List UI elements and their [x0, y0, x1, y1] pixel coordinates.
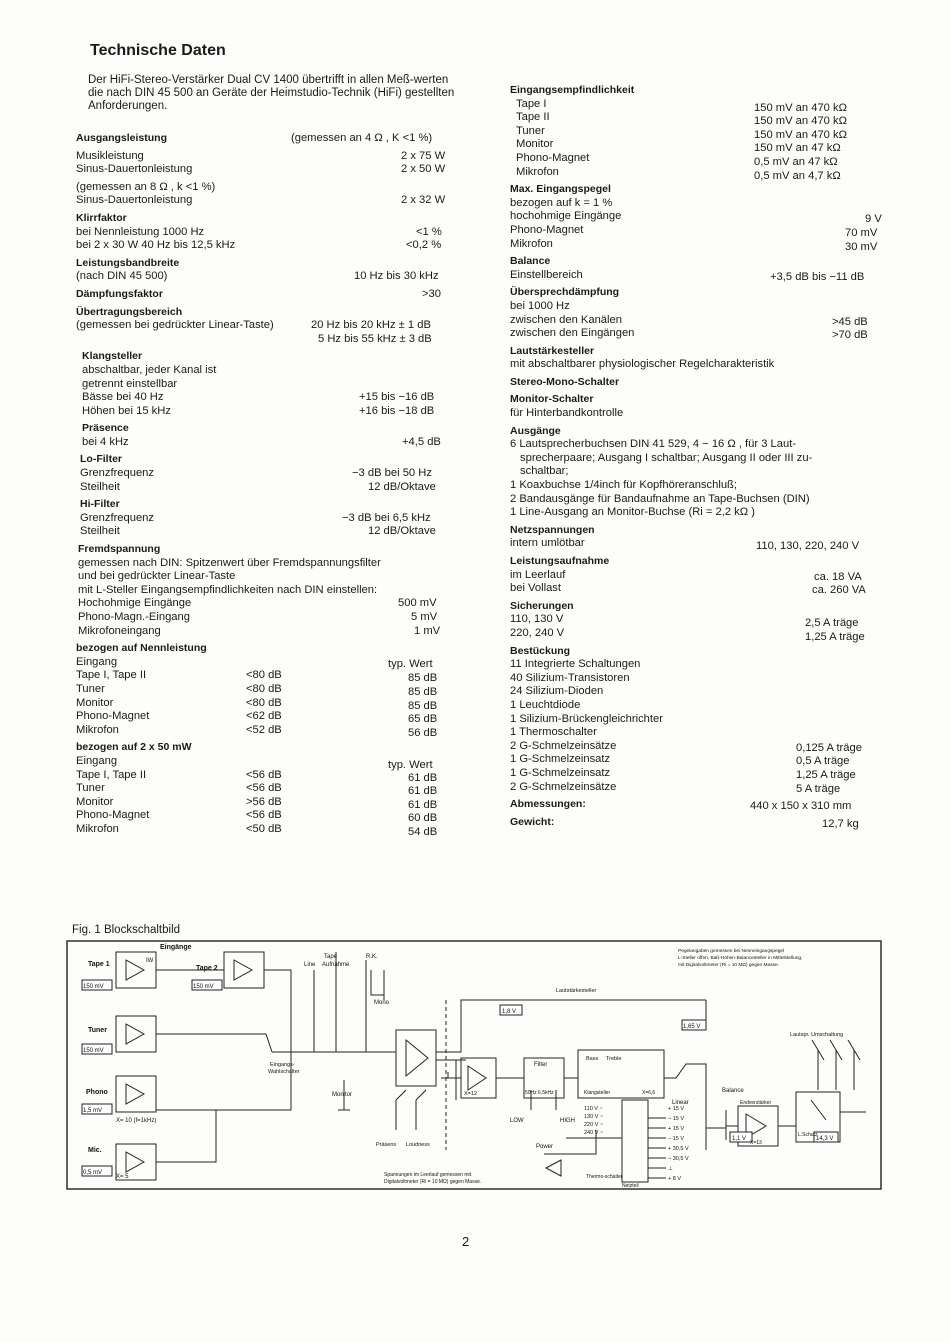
- spec-label: sprecherpaare; Ausgang I schaltbar; Ausgang II oder III zu-: [520, 451, 813, 464]
- spec-heading: Hi-Filter: [80, 498, 120, 511]
- spec-label: Tape II: [516, 111, 550, 124]
- spec-value: 150 mV an 47 kΩ: [754, 142, 841, 155]
- spec-value: <0,2 %: [406, 239, 442, 252]
- diagram-label-x10: X= 10 (f=1kHz): [116, 1118, 157, 1124]
- spec-heading: Netzspannungen: [510, 523, 595, 536]
- spec-heading: Max. Eingangspegel: [510, 183, 611, 196]
- diagram-label-tape1: Tape 1: [88, 961, 110, 968]
- table-row: [510, 672, 890, 686]
- spec-heading: bezogen auf 2 x 50 mW: [76, 741, 192, 754]
- block-diagram: [66, 940, 882, 1190]
- diagram-label-18v: 1,8 V: [502, 1009, 517, 1015]
- spec-value: 5 mV: [411, 611, 438, 623]
- table-row: [510, 781, 890, 795]
- spec-label: Phono-Magn.-Eingang: [78, 611, 190, 623]
- spec-value: 0,5 A träge: [796, 755, 850, 768]
- spec-condition: (gemessen an 4 Ω , K <1 %): [291, 132, 433, 144]
- spec-label: Eingang: [76, 754, 118, 767]
- spec-value: 440 x 150 x 310 mm: [750, 800, 852, 813]
- spec-label: 1 G-Schmelzeinsatz: [510, 753, 611, 766]
- diagram-label-loudness: Loudness: [406, 1142, 430, 1148]
- spec-label: gemessen nach DIN: Spitzenwert über Fremdspannungsfilter: [78, 556, 381, 569]
- table-row: [76, 697, 456, 711]
- spec-label: 2 G-Schmelzeinsätze: [510, 739, 617, 752]
- table-cell-limit: <56 dB: [246, 768, 282, 781]
- diagram-label-lautsprecher: Lautspr. Umschaltung: [790, 1032, 844, 1038]
- diagram-label-netz: 240 V ~: [584, 1130, 604, 1136]
- diagram-label-klangsteller: Klangsteller: [584, 1090, 611, 1096]
- spec-label: (gemessen bei gedrückter Linear-Taste): [76, 319, 274, 332]
- spec-condition: (gemessen an 8 Ω , k <1 %): [76, 180, 216, 193]
- noise-table-nennleistung: [76, 669, 456, 737]
- diagram-label-netz: 220 V ~: [584, 1122, 604, 1128]
- spec-value: >45 dB: [832, 315, 868, 328]
- spec-value: 9 V: [865, 213, 882, 226]
- diagram-label-endverstaerker: Endverstärker: [740, 1100, 772, 1106]
- spec-label: schaltbar;: [520, 465, 569, 478]
- table-row: [510, 658, 890, 672]
- table-cell-typical: 85 dB: [408, 699, 438, 712]
- spec-label: 6 Lautsprecherbuchsen DIN 41 529, 4 − 16 Ω , für 3 Laut-: [510, 438, 797, 451]
- intro-paragraph: Der HiFi-Stereo-Verstärker Dual CV 1400 übertrifft in allen Meß-werten die nach DIN 45 500 an Geräte der Heimstudio-Technik (HiFi) gestellten Anforderungen.: [88, 74, 455, 112]
- spec-heading: Lautstärkesteller: [510, 344, 595, 357]
- spec-value: 500 mV: [398, 597, 437, 610]
- diagram-label-11v: 1,1 V: [732, 1136, 747, 1142]
- spec-label: und bei gedrückter Linear-Taste: [78, 570, 236, 583]
- spec-label: Steilheit: [80, 480, 120, 493]
- diagram-label-power: Power: [536, 1144, 554, 1150]
- spec-label: Sinus-Dauertonleistung: [76, 194, 193, 207]
- spec-value: 30 mV: [845, 240, 878, 253]
- table-cell-typical: 85 dB: [408, 672, 438, 685]
- table-cell-input: Mikrofon: [76, 723, 119, 736]
- diagram-label-rail: − 15 V: [668, 1116, 685, 1122]
- spec-label: mit L-Steller Eingangsempfindlichkeiten nach DIN einstellen:: [78, 583, 378, 596]
- spec-value: 2 x 50 W: [401, 163, 446, 176]
- diagram-label-x5: X= 5: [116, 1174, 129, 1180]
- spec-label: 220, 240 V: [510, 626, 565, 639]
- spec-heading: Ausgänge: [510, 424, 561, 437]
- spec-value: 150 mV an 470 kΩ: [754, 101, 847, 114]
- diagram-label-praesens: Präsens: [376, 1142, 397, 1148]
- spec-label: 1 Leuchtdiode: [510, 698, 581, 711]
- spec-label: Einstellbereich: [510, 268, 583, 281]
- page-title: Technische Daten: [90, 42, 226, 59]
- spec-label: 40 Silizium-Transistoren: [510, 671, 630, 684]
- spec-value: 1,25 A träge: [796, 768, 856, 781]
- diagram-label-mono: Mono: [374, 1000, 390, 1006]
- diagram-label-x13: X=13: [750, 1140, 762, 1146]
- table-cell-limit: <80 dB: [246, 682, 282, 695]
- table-row: [76, 796, 456, 810]
- table-row: [76, 683, 456, 697]
- spec-label: bei 2 x 30 W 40 Hz bis 12,5 kHz: [76, 239, 236, 252]
- spec-heading: Stereo-Mono-Schalter: [510, 375, 620, 388]
- table-row: [510, 138, 890, 155]
- diagram-label-tuner: Tuner: [88, 1027, 107, 1034]
- spec-value: 1 mV: [414, 624, 441, 637]
- spec-label: 1 Line-Ausgang an Monitor-Buchse (Ri = 2,2 kΩ ): [510, 506, 755, 519]
- spec-value: +16 bis −18 dB: [359, 404, 435, 417]
- spec-heading: Monitor-Schalter: [510, 393, 594, 406]
- spec-label: Sinus-Dauertonleistung: [76, 163, 193, 176]
- table-cell-typical: 61 dB: [408, 798, 438, 811]
- table-cell-limit: <56 dB: [246, 809, 282, 822]
- diagram-label-linear: Linear: [672, 1100, 689, 1106]
- spec-heading: Balance: [510, 255, 551, 268]
- spec-value: −3 dB bei 6,5 kHz: [342, 511, 431, 524]
- spec-label: Musikleistung: [76, 149, 144, 162]
- table-row: [510, 713, 890, 727]
- spec-heading: Abmessungen:: [510, 798, 586, 811]
- diagram-label-filter: Filter: [534, 1062, 548, 1068]
- spec-label: abschaltbar, jeder Kanal ist: [82, 363, 217, 376]
- spec-label: 2 Bandausgänge für Bandaufnahme an Tape-Buchsen (DIN): [510, 492, 810, 505]
- table-cell-limit: <62 dB: [246, 710, 282, 723]
- spec-value: 150 mV an 470 kΩ: [754, 128, 847, 141]
- table-row: [510, 726, 890, 740]
- diagram-label-aufnahme: Aufnahme: [322, 962, 350, 968]
- spec-value: 20 Hz bis 20 kHz ± 1 dB: [311, 319, 431, 332]
- table-cell-input: Mikrofon: [76, 822, 119, 835]
- diagram-label-150mv: 150 mV: [83, 984, 104, 990]
- spec-label: 1 G-Schmelzeinsatz: [510, 766, 611, 779]
- table-row: [76, 669, 456, 683]
- spec-value: +4,5 dB: [402, 435, 441, 448]
- diagram-label-165v: 1,65 V: [683, 1024, 701, 1030]
- table-cell-typical: 61 dB: [408, 771, 438, 784]
- diagram-label-mic: Mic.: [88, 1147, 102, 1154]
- spec-label: im Leerlauf: [510, 568, 566, 581]
- diagram-label-150mv: 150 mV: [83, 1048, 104, 1054]
- spec-label: 1 Koaxbuchse 1/4inch für Kopfhöreranschluß;: [510, 479, 737, 492]
- spec-label: 24 Silizium-Dioden: [510, 685, 604, 698]
- table-row: [510, 685, 890, 699]
- diagram-label-15mv: 1,5 mV: [83, 1108, 103, 1114]
- buffer-amp-block: [396, 1030, 436, 1086]
- spec-label: Tape I: [516, 97, 547, 110]
- spec-value: 5 A träge: [796, 782, 841, 795]
- table-row: [510, 699, 890, 713]
- spec-label: 110, 130 V: [510, 613, 564, 626]
- spec-label: Phono-Magnet: [510, 223, 584, 236]
- spec-label: 1 Thermoschalter: [510, 726, 597, 739]
- spec-label: für Hinterbandkontrolle: [510, 407, 624, 420]
- spec-value: <1 %: [416, 225, 442, 238]
- spec-value: +3,5 dB bis −11 dB: [770, 270, 865, 283]
- diagram-label-x12: X=12: [464, 1091, 477, 1097]
- spec-value: 0,5 mV an 47 kΩ: [754, 155, 838, 168]
- spec-value: 2 x 32 W: [401, 194, 446, 207]
- spec-value: 1,25 A träge: [805, 630, 865, 643]
- table-row: [510, 125, 890, 139]
- spec-heading: bezogen auf Nennleistung: [76, 642, 207, 655]
- spec-value: 2 x 75 W: [401, 149, 446, 162]
- table-row: [76, 809, 456, 823]
- diagram-label-rail: ⊥: [668, 1166, 673, 1172]
- spec-heading: Bestückung: [510, 644, 571, 657]
- diagram-label-netz: 110 V ~: [584, 1106, 603, 1112]
- spec-value: >70 dB: [832, 329, 868, 342]
- spec-heading: Präsence: [82, 422, 129, 435]
- spec-value: 110, 130, 220, 240 V: [756, 540, 860, 553]
- spec-heading: Übertragungsbereich: [76, 305, 183, 318]
- diagram-label-bass: Bass: [586, 1056, 599, 1062]
- spec-heading: Leistungsaufnahme: [510, 555, 610, 567]
- spec-heading: Sicherungen: [510, 599, 574, 612]
- spec-value: −3 dB bei 50 Hz: [352, 467, 432, 480]
- spec-label: Monitor: [516, 138, 554, 151]
- table-cell-typical: 54 dB: [408, 825, 438, 838]
- spec-value: 10 Hz bis 30 kHz: [354, 270, 439, 283]
- spec-label: Phono-Magnet: [516, 151, 590, 164]
- diagram-label-phono: Phono: [86, 1089, 108, 1096]
- spec-label: Steilheit: [80, 525, 120, 538]
- table-row: [510, 740, 890, 754]
- diagram-label-rail: + 15 V: [668, 1106, 685, 1112]
- diagram-label-line: Line: [304, 962, 316, 968]
- diagram-label-tape2: Tape 2: [196, 965, 218, 972]
- typ-header: typ. Wert: [388, 657, 433, 670]
- diagram-label-iw: IW: [146, 958, 154, 964]
- table-cell-limit: <80 dB: [246, 696, 282, 709]
- spec-label: bei Vollast: [510, 582, 561, 595]
- spec-label: 1 Silizium-Brückengleichrichter: [510, 712, 663, 725]
- table-row: [510, 753, 890, 767]
- components-list: [510, 658, 890, 794]
- spec-value: 2,5 A träge: [805, 617, 859, 630]
- spec-heading: Gewicht:: [510, 815, 555, 828]
- diagram-label-wahl2: Wahlschalter: [268, 1069, 300, 1075]
- spec-label: zwischen den Eingängen: [510, 327, 635, 340]
- diagram-label-rail: + 15 V: [668, 1126, 685, 1132]
- spec-value: >30: [422, 287, 441, 300]
- table-cell-typical: 85 dB: [408, 685, 438, 698]
- spec-label: Hochohmige Eingänge: [78, 597, 192, 610]
- spec-heading: Klirrfaktor: [76, 211, 127, 224]
- diagram-note-1: Spannungen im Leerlauf gemessen mit: [384, 1172, 471, 1178]
- diagram-label-wahl1: Eingangs-: [270, 1062, 295, 1068]
- spec-heading: Eingangsempfindlichkeit: [510, 84, 635, 96]
- spec-label: getrennt einstellbar: [82, 377, 178, 390]
- diagram-label-rail: − 30,5 V: [668, 1156, 689, 1162]
- sensitivity-list: [510, 98, 890, 180]
- diagram-label-rk: R.K.: [366, 954, 378, 960]
- spec-label: Mikrofoneingang: [78, 624, 161, 637]
- spec-value: 12,7 kg: [822, 817, 859, 830]
- spec-heading: Übersprechdämpfung: [510, 286, 620, 299]
- spec-heading: Lo-Filter: [80, 453, 122, 466]
- diagram-label-tape: Tape: [324, 954, 338, 960]
- spec-heading: Ausgangsleistung: [76, 132, 168, 144]
- spec-value: 150 mV an 470 kΩ: [754, 115, 847, 128]
- spec-value: 70 mV: [845, 226, 878, 239]
- table-row: [510, 152, 890, 166]
- right-spec-column: [510, 84, 890, 829]
- spec-heading: Fremdspannung: [78, 543, 161, 556]
- spec-label: Grenzfrequenz: [80, 467, 155, 480]
- spec-value: ca. 260 VA: [812, 584, 866, 597]
- table-cell-typical: 61 dB: [408, 785, 438, 798]
- spec-label: Tuner: [516, 124, 545, 137]
- diagram-label-thermo: Thermo-schalter: [586, 1174, 623, 1180]
- diagram-label-rail: + 8 V: [668, 1176, 681, 1182]
- spec-label: mit abschaltbarer physiologischer Regelcharakteristik: [510, 358, 775, 371]
- diagram-label-lschutz: L.Schutz: [798, 1132, 818, 1138]
- table-cell-input: Phono-Magnet: [76, 710, 150, 723]
- spec-label: Grenzfrequenz: [80, 511, 155, 524]
- spec-label: Bässe bei 40 Hz: [82, 391, 164, 404]
- table-cell-typical: 60 dB: [408, 812, 438, 825]
- diagram-label-netz: 130 V ~: [584, 1114, 604, 1120]
- table-cell-input: Tape I, Tape II: [76, 669, 147, 682]
- spec-label: bei 1000 Hz: [510, 299, 570, 312]
- spec-heading: Leistungsbandbreite: [76, 256, 180, 269]
- spec-label: bezogen auf k = 1 %: [510, 196, 613, 209]
- table-row: [510, 767, 890, 781]
- diagram-label-fhz: 50Hz 6,5kHz: [525, 1090, 554, 1096]
- diagram-label-lautstaerkesteller: Lautstärkesteller: [556, 988, 597, 994]
- diagram-label-rail: + 30,5 V: [668, 1146, 689, 1152]
- table-cell-limit: <80 dB: [246, 669, 282, 682]
- table-row: [510, 98, 890, 112]
- spec-label: bei 4 kHz: [82, 435, 129, 448]
- diagram-pegel-1: Pegelangaben gemessen bei Nenneingangspegel: [678, 949, 785, 954]
- table-row: [510, 166, 890, 180]
- table-cell-limit: <52 dB: [246, 723, 282, 736]
- diagram-label-monitor: Monitor: [332, 1092, 353, 1098]
- table-row: [510, 111, 890, 128]
- diagram-pegel-2: L-Steller offen, Baß-Höhen-Balancesteller in Mittelstellung,: [678, 956, 803, 961]
- table-row: [76, 710, 456, 724]
- power-supply-block: [622, 1100, 648, 1182]
- spec-value: 0,125 A träge: [796, 741, 862, 754]
- diagram-label-balance: Balance: [722, 1088, 744, 1094]
- tuner-block: [116, 1016, 156, 1052]
- table-cell-limit: <50 dB: [246, 822, 282, 835]
- spec-value: 0,5 mV an 4,7 kΩ: [754, 169, 841, 182]
- spec-label: Mikrofon: [516, 165, 559, 178]
- typ-header: typ. Wert: [388, 758, 433, 771]
- table-cell-typical: 56 dB: [408, 726, 438, 739]
- diagram-label-high: HIGH: [560, 1118, 575, 1124]
- spec-heading: Klangsteller: [82, 350, 143, 363]
- spec-value: 12 dB/Oktave: [368, 480, 436, 493]
- diagram-note-2: Digitalvoltmeter (Ri = 10 MΩ) gegen Masse.: [384, 1179, 482, 1185]
- table-row: [76, 724, 456, 738]
- spec-label: Höhen bei 15 kHz: [82, 404, 171, 417]
- table-cell-input: Tuner: [76, 682, 105, 695]
- spec-value: ca. 18 VA: [814, 570, 862, 583]
- table-row: [76, 823, 456, 837]
- spec-label: Eingang: [76, 655, 118, 668]
- spec-label: 2 G-Schmelzeinsätze: [510, 780, 617, 793]
- table-cell-input: Tape I, Tape II: [76, 768, 147, 781]
- table-cell-typical: 65 dB: [408, 713, 438, 726]
- spec-label: intern umlötbar: [510, 537, 585, 550]
- left-spec-column: [76, 132, 456, 837]
- diagram-label-05mv: 0,5 mV: [83, 1170, 103, 1176]
- page-number: 2: [462, 1234, 470, 1249]
- table-cell-input: Tuner: [76, 782, 105, 795]
- noise-table-50mw: [76, 769, 456, 837]
- spec-value: 5 Hz bis 55 kHz ± 3 dB: [318, 332, 432, 345]
- diagram-label-low: LOW: [510, 1118, 524, 1124]
- spec-value: +15 bis −16 dB: [359, 391, 435, 404]
- diagram-label-rail: − 15 V: [668, 1136, 685, 1142]
- table-cell-input: Monitor: [76, 795, 114, 808]
- table-cell-limit: >56 dB: [246, 795, 282, 808]
- spec-value: 12 dB/Oktave: [368, 525, 436, 538]
- table-cell-input: Monitor: [76, 696, 114, 709]
- spec-label: zwischen den Kanälen: [510, 313, 622, 326]
- spec-label: bei Nennleistung 1000 Hz: [76, 225, 205, 238]
- spec-heading: Dämpfungsfaktor: [76, 287, 163, 300]
- diagram-label-x66: X=6,6: [642, 1090, 656, 1096]
- diagram-label-143v: 14,3 V: [816, 1136, 834, 1142]
- diagram-frame: [67, 941, 881, 1189]
- spec-label: hochohmige Eingänge: [510, 210, 622, 223]
- table-row: [76, 769, 456, 783]
- diagram-label-netzteil: Netzteil: [622, 1183, 639, 1189]
- figure-caption: Fig. 1 Blockschaltbild: [72, 924, 181, 936]
- diagram-pegel-3: mit Digitalvoltmeter (Ri = 10 MΩ) gegen Masse.: [678, 963, 780, 968]
- table-row: [76, 782, 456, 796]
- phono-preamp-block: [116, 1076, 156, 1112]
- tape2-preamp-block: [224, 952, 264, 988]
- spec-label: 11 Integrierte Schaltungen: [510, 658, 641, 671]
- diagram-label-treble: Treble: [606, 1056, 622, 1062]
- diagram-label-eingaenge: Eingänge: [160, 944, 192, 951]
- spec-label: (nach DIN 45 500): [76, 270, 168, 283]
- diagram-label-150mv: 150 mV: [193, 984, 214, 990]
- table-cell-input: Phono-Magnet: [76, 809, 150, 822]
- spec-label: Mikrofon: [510, 237, 553, 250]
- table-cell-limit: <56 dB: [246, 782, 282, 795]
